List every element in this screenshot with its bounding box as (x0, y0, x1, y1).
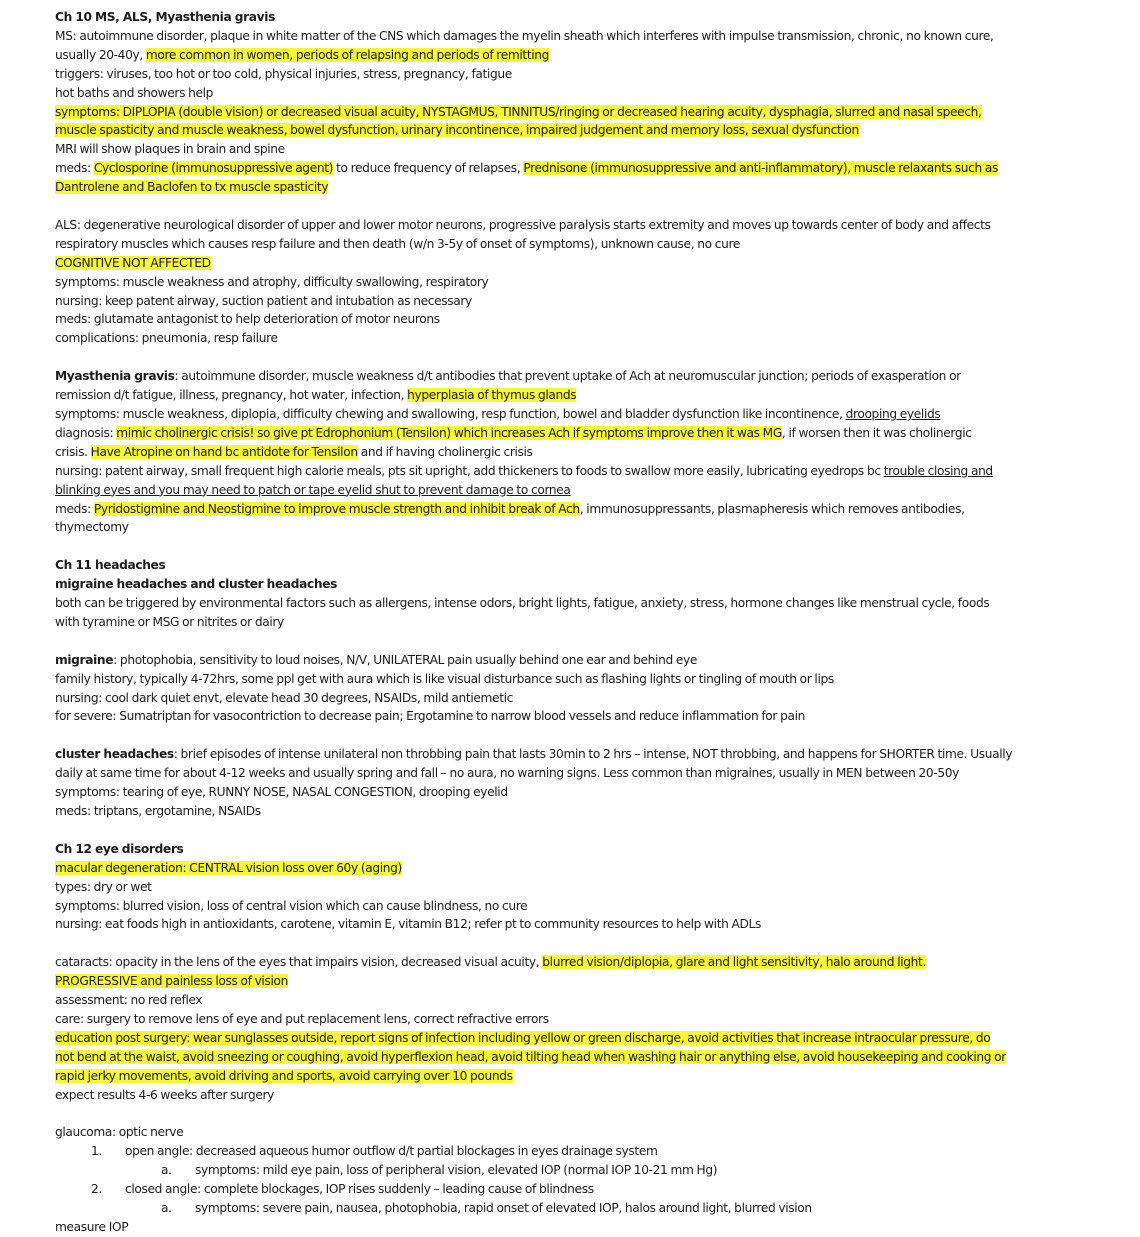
mg-meds (55, 500, 1105, 519)
list-subitem (55, 1199, 1105, 1218)
ch11-heading: Ch 11 headaches (55, 558, 166, 573)
mg-description-cont (55, 386, 1105, 405)
text-run: cataracts: opacity in the lens of the eyes that impairs vision, decreased visual acuity, (55, 955, 543, 970)
text-run: symptoms: muscle weakness, diplopia, difficulty chewing and swallowing, resp function, bowel and bladder dysfunction like incontinence, (55, 407, 846, 421)
als-symptoms: symptoms: muscle weakness and atrophy, difficulty swallowing, respiratory (55, 274, 489, 289)
ms-meds-cont (55, 178, 1105, 197)
document-page (55, 8, 1105, 1237)
list-letter: a. (161, 1200, 172, 1215)
underlined-text: trouble closing and (883, 463, 993, 478)
highlight: blurred vision/diplopia, glare and light sensitivity, halo around light. (542, 955, 926, 970)
highlight: more common in women, periods of relapsing and periods of remitting (145, 47, 550, 62)
headaches-triggers-cont: with tyramine or MSG or nitrites or dairy (55, 614, 284, 629)
highlight: Pyridostigmine and Neostigmine to improve muscle strength and inhibit break of Ach (93, 501, 580, 516)
highlight: muscle spasticity and muscle weakness, bowel dysfunction, urinary incontinence, impaired judgement and memory loss, sexual dysfunction (55, 123, 859, 138)
cataracts-education (55, 1029, 1105, 1048)
macular-nursing: nursing: eat foods high in antioxidants, carotene, vitamin E, vitamin B12; refer pt to community resources to help with ADLs (55, 917, 761, 932)
cluster-label: cluster headaches (55, 747, 174, 762)
als-cognitive (55, 254, 1105, 273)
cluster-description-cont: daily at same time for about 4-12 weeks and usually spring and fall – no aura, no warning signs. Less common than migraines, usually in MEN between 20-50y (55, 766, 960, 781)
highlight: hyperplasia of thymus glands (407, 388, 577, 403)
macular-symptoms: symptoms: blurred vision, loss of central vision which can cause blindness, no cure (55, 898, 528, 913)
ms-triggers: triggers: viruses, too hot or too cold, physical injuries, stress, pregnancy, fatigue (55, 66, 512, 81)
cluster-symptoms: symptoms: tearing of eye, RUNNY NOSE, NASAL CONGESTION, drooping eyelid (55, 785, 508, 800)
underlined-text: drooping eyelids (845, 407, 941, 421)
list-number: 2. (91, 1182, 102, 1197)
list-item-text: symptoms: mild eye pain, loss of peripheral vision, elevated IOP (normal IOP 10-21 mm Hg) (195, 1163, 718, 1178)
highlight: rapid jerky movements, avoid driving and sports, avoid carrying over 10 pounds (55, 1068, 513, 1083)
text-run: crisis. (55, 444, 91, 459)
text-run: diagnosis: (55, 425, 117, 440)
als-description: ALS: degenerative neurological disorder of upper and lower motor neurons, progressive paralysis starts extremity and moves up towards center of body and affects (55, 217, 991, 232)
mg-symptoms (55, 405, 1105, 424)
underlined-text: blinking eyes and you may need to patch or tape eyelid shut to prevent damage to cornea (55, 482, 571, 497)
mg-description (55, 367, 1105, 386)
migraine-severe: for severe: Sumatriptan for vasocontriction to decrease pain; Ergotamine to narrow blood vessels and reduce inflammation for pain (55, 709, 805, 724)
highlight: education post surgery: wear sunglasses outside, report signs of infection including yellow or green discharge, avoid activities that increase intraocular pressure, do (55, 1030, 991, 1045)
ms-mri: MRI will show plaques in brain and spine (55, 142, 285, 157)
ch10-heading: Ch 10 MS, ALS, Myasthenia gravis (55, 10, 275, 24)
highlight: PROGRESSIVE and painless loss of vision (55, 974, 288, 989)
list-item (55, 1180, 1105, 1199)
list-subitem (55, 1161, 1105, 1180)
headaches-triggers: both can be triggered by environmental factors such as allergens, intense odors, bright lights, fatigue, anxiety, stress, hormone changes like menstrual cycle, foods (55, 596, 990, 611)
mg-diagnosis-cont (55, 443, 1105, 462)
highlight: Cyclosporine (immunosuppressive agent) (93, 161, 334, 176)
text-run: to reduce frequency of relapses, (333, 161, 524, 176)
ch12-heading: Ch 12 eye disorders (55, 841, 184, 856)
mg-nursing-cont (55, 481, 1105, 500)
migraine-nursing: nursing: cool dark quiet envt, elevate head 30 degrees, NSAIDs, mild antiemetic (55, 690, 514, 705)
text-run: : photophobia, sensitivity to loud noises, N/V, UNILATERAL pain usually behind one ear and behind eye (113, 652, 698, 667)
ms-symptoms-cont (55, 121, 1105, 140)
text-run: meds: (55, 501, 94, 516)
list-letter: a. (161, 1163, 172, 1178)
list-number: 1. (91, 1144, 102, 1159)
cataracts-education-cont (55, 1048, 1105, 1067)
mg-diagnosis (55, 424, 1105, 443)
cluster-description (55, 745, 1105, 764)
text-run: meds: (55, 161, 94, 176)
migraine-label: migraine (55, 652, 114, 667)
text-run: nursing: patent airway, small frequent high calorie meals, pts sit upright, add thickeners to foods to swallow more easily, lubricating eyedrops bc (55, 463, 884, 478)
glaucoma-measure: measure IOP (55, 1219, 129, 1234)
als-description-cont: respiratory muscles which causes resp failure and then death (w/n 3-5y of onset of symptoms), unknown cause, no cure (55, 236, 741, 251)
cataracts-care: care: surgery to remove lens of eye and put replacement lens, correct refractive errors (55, 1011, 549, 1026)
text-run: , if worsen then it was cholinergic (781, 425, 972, 440)
cataracts-assessment: assessment: no red reflex (55, 993, 203, 1008)
cataracts-description-cont (55, 972, 1105, 991)
migraine-description (55, 651, 1105, 670)
ms-help: hot baths and showers help (55, 85, 214, 100)
cataracts-expect: expect results 4-6 weeks after surgery (55, 1087, 275, 1102)
ms-meds (55, 159, 1105, 178)
highlight: not bend at the waist, avoid sneezing or coughing, avoid hyperflexion head, avoid tilting head when washing hair or anything else, avoid housekeeping and cooking or (55, 1049, 1006, 1064)
als-nursing: nursing: keep patent airway, suction patient and intubation as necessary (55, 293, 472, 308)
mg-label: Myasthenia gravis (55, 369, 175, 384)
highlight: symptoms: DIPLOPIA (double vision) or decreased visual acuity, NYSTAGMUS, TINNITUS/ringing or decreased hearing acuity, dysphagia, slurred and nasal speech, (55, 104, 982, 119)
text-run: : brief episodes of intense unilateral non throbbing pain that lasts 30min to 2 hrs – intense, NOT throbbing, and happens for SHORTER time. Usually (173, 747, 1013, 762)
list-item-text: symptoms: severe pain, nausea, photophobia, rapid onset of elevated IOP, halos around light, blurred vision (195, 1200, 812, 1215)
highlight: Prednisone (immunosuppressive and anti-inflammatory), muscle relaxants such as (523, 161, 998, 176)
highlight: mimic cholinergic crisis! so give pt Edrophonium (Tensilon) which increases Ach if symptoms improve then it was MG (116, 425, 782, 440)
migraine-family: family history, typically 4-72hrs, some ppl get with aura which is like visual disturbance such as flashing lights or tingling of mouth or lips (55, 671, 834, 686)
macular-types: types: dry or wet (55, 879, 152, 894)
text-run: usually 20-40y, (55, 47, 146, 62)
glaucoma-heading: glaucoma: optic nerve (55, 1125, 184, 1140)
text-run: and if having cholinergic crisis (357, 444, 533, 459)
highlight: Have Atropine on hand bc antidote for Tensilon (90, 444, 358, 459)
mg-meds-cont: thymectomy (55, 520, 129, 535)
als-meds: meds: glutamate antagonist to help deterioration of motor neurons (55, 312, 440, 327)
list-item (55, 1142, 1105, 1161)
cataracts-education-cont2 (55, 1067, 1105, 1086)
list-item-text: closed angle: complete blockages, IOP rises suddenly – leading cause of blindness (125, 1182, 594, 1197)
text-run: remission d/t fatigue, illness, pregnancy, hot water, infection, (55, 388, 408, 403)
text-run: , immunosuppressants, plasmapheresis which removes antibodies, (579, 501, 965, 516)
list-item-text: open angle: decreased aqueous humor outflow d/t partial blockages in eyes drainage system (125, 1144, 658, 1159)
text-run: : autoimmune disorder, muscle weakness d/t antibodies that prevent uptake of Ach at neuromuscular junction; periods of exasperation or (174, 369, 961, 384)
ms-symptoms (55, 103, 1105, 122)
cataracts-description (55, 953, 1105, 972)
highlight: macular degeneration: CENTRAL vision loss over 60y (aging) (55, 860, 402, 875)
highlight: Dantrolene and Baclofen to tx muscle spasticity (55, 180, 329, 195)
mg-nursing (55, 462, 1105, 481)
ms-description: MS: autoimmune disorder, plaque in white matter of the CNS which damages the myelin sheath which interferes with impulse transmission, chronic, no known cure, (55, 28, 994, 43)
cluster-meds: meds: triptans, ergotamine, NSAIDs (55, 803, 261, 818)
ms-description-cont (55, 46, 1105, 65)
headaches-subheading: migraine headaches and cluster headaches (55, 577, 338, 592)
als-complications: complications: pneumonia, resp failure (55, 331, 278, 346)
highlight: COGNITIVE NOT AFFECTED (55, 255, 211, 270)
macular-heading (55, 859, 1105, 878)
